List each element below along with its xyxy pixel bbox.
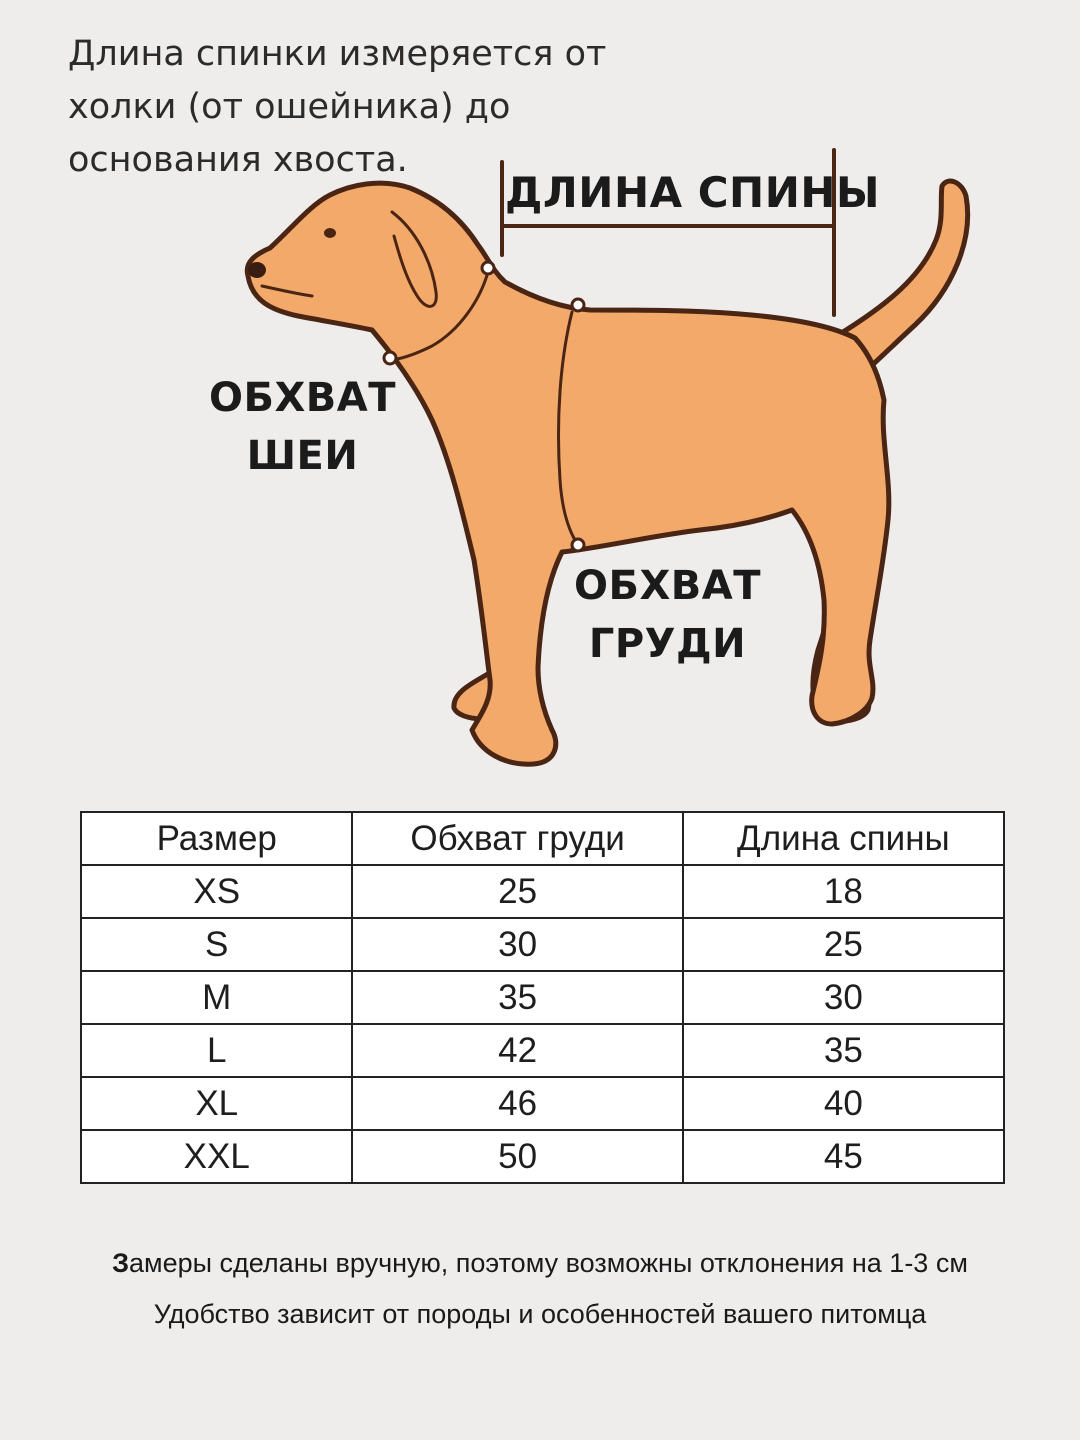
cell-back: 25 xyxy=(683,918,1004,971)
table-header-row xyxy=(81,812,1004,865)
note-rest: амеры сделаны вручную, поэтому возможны отклонения на 1-3 см xyxy=(129,1248,968,1278)
table-row xyxy=(81,1077,1004,1130)
intro-line-2: холки (от ошейника) до xyxy=(68,87,511,127)
back-length-label: ДЛИНА СПИНЫ xyxy=(505,168,881,217)
note-first-letter: З xyxy=(112,1248,130,1278)
cell-chest: 42 xyxy=(352,1024,682,1077)
header-size: Размер xyxy=(81,812,352,865)
cell-size: XS xyxy=(81,865,352,918)
cell-back: 35 xyxy=(683,1024,1004,1077)
cell-size: XL xyxy=(81,1077,352,1130)
intro-line-1: Длина спинки измеряется от xyxy=(68,34,607,74)
cell-chest: 30 xyxy=(352,918,682,971)
note-measurement-tolerance xyxy=(0,1248,1080,1279)
cell-size: L xyxy=(81,1024,352,1077)
header-chest: Обхват груди xyxy=(352,812,682,865)
cell-size: M xyxy=(81,971,352,1024)
cell-size: S xyxy=(81,918,352,971)
cell-back: 45 xyxy=(683,1130,1004,1183)
cell-chest: 46 xyxy=(352,1077,682,1130)
cell-chest: 35 xyxy=(352,971,682,1024)
cell-chest: 25 xyxy=(352,865,682,918)
cell-chest: 50 xyxy=(352,1130,682,1183)
size-table xyxy=(80,811,1005,1184)
table-row xyxy=(81,918,1004,971)
intro-line-3: основания хвоста. xyxy=(68,140,408,180)
table-row xyxy=(81,1024,1004,1077)
cell-back: 30 xyxy=(683,971,1004,1024)
header-back: Длина спины xyxy=(683,812,1004,865)
table-row xyxy=(81,1130,1004,1183)
cell-back: 40 xyxy=(683,1077,1004,1130)
note-comfort: Удобство зависит от породы и особенностей вашего питомца xyxy=(153,1299,927,1329)
cell-size: XXL xyxy=(81,1130,352,1183)
dog-eye xyxy=(324,228,336,238)
table-row xyxy=(81,971,1004,1024)
table-row xyxy=(81,865,1004,918)
neck-girth-label: ОБХВАТ ШЕИ xyxy=(208,375,397,479)
dog-nose xyxy=(248,262,266,278)
cell-back: 18 xyxy=(683,865,1004,918)
chest-girth-label: ОБХВАТ ГРУДИ xyxy=(573,563,762,667)
